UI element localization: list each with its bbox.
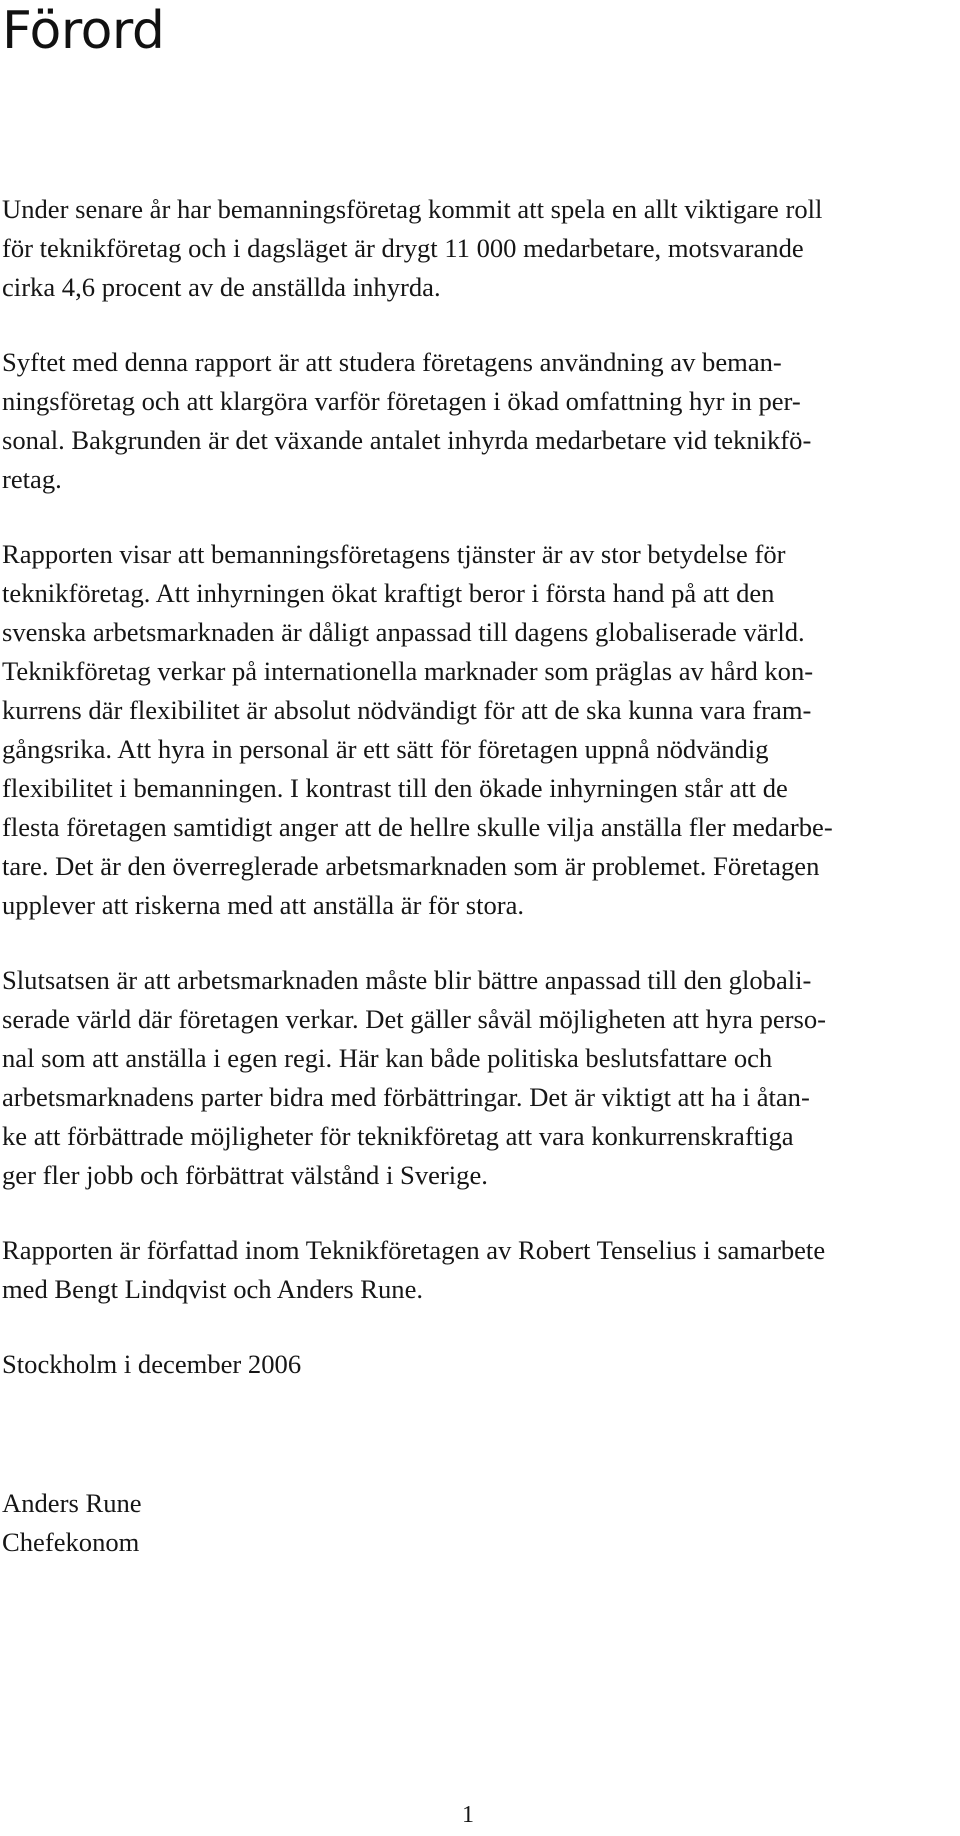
paragraph-intro	[2, 190, 957, 307]
text-line: Rapporten är författad inom Teknikföretagen av Robert Tenselius i samarbete	[2, 1235, 826, 1265]
text-line: gångsrika. Att hyra in personal är ett sätt för företagen uppnå nödvändig	[2, 734, 769, 764]
text-line: nal som att anställa i egen regi. Här kan både politiska beslutsfattare och	[2, 1043, 773, 1073]
text-line: retag.	[2, 464, 62, 494]
text-line: flesta företagen samtidigt anger att de hellre skulle vilja anställa fler medarbe-	[2, 812, 833, 842]
text-line: sonal. Bakgrunden är det växande antalet inhyrda medarbetare vid teknikfö-	[2, 425, 812, 455]
text-line: för teknikföretag och i dagsläget är drygt 11 000 medarbetare, motsvarande	[2, 233, 804, 263]
text-line: Rapporten visar att bemanningsföretagens tjänster är av stor betydelse för	[2, 539, 786, 569]
text-line: flexibilitet i bemanningen. I kontrast till den ökade inhyrningen står att de	[2, 773, 788, 803]
paragraph-conclusion	[2, 961, 957, 1195]
text-line: Under senare år har bemanningsföretag kommit att spela en allt viktigare roll	[2, 194, 823, 224]
text-line: ningsföretag och att klargöra varför företagen i ökad omfattning hyr in per-	[2, 386, 801, 416]
text-line: Teknikföretag verkar på internationella marknader som präglas av hård kon-	[2, 656, 814, 686]
text-line: ke att förbättrade möjligheter för teknikföretag att vara konkurrenskraftiga	[2, 1121, 794, 1151]
document-body	[2, 190, 957, 1562]
page-number: 1	[462, 1802, 474, 1828]
signature-name: Anders Rune	[2, 1488, 142, 1518]
text-line: svenska arbetsmarknaden är dåligt anpassad till dagens globaliserade värld.	[2, 617, 805, 647]
text-line: tare. Det är den överreglerade arbetsmarknaden som är problemet. Företagen	[2, 851, 820, 881]
paragraph-authors	[2, 1231, 957, 1309]
text-line: teknikföretag. Att inhyrningen ökat kraftigt beror i första hand på att den	[2, 578, 775, 608]
place-date: Stockholm i december 2006	[2, 1349, 302, 1379]
text-line: arbetsmarknadens parter bidra med förbättringar. Det är viktigt att ha i åtan-	[2, 1082, 810, 1112]
signature-block	[2, 1484, 957, 1562]
text-line: Syftet med denna rapport är att studera företagens användning av beman-	[2, 347, 782, 377]
text-line: kurrens där flexibilitet är absolut nödvändigt för att de ska kunna vara fram-	[2, 695, 812, 725]
text-line: cirka 4,6 procent av de anställda inhyrda.	[2, 272, 441, 302]
paragraph-findings	[2, 535, 957, 925]
paragraph-purpose	[2, 343, 957, 499]
signature-title: Chefekonom	[2, 1527, 140, 1557]
page-heading: Förord	[2, 1, 165, 61]
text-line: Slutsatsen är att arbetsmarknaden måste blir bättre anpassad till den globali-	[2, 965, 812, 995]
text-line: ger fler jobb och förbättrat välstånd i Sverige.	[2, 1160, 488, 1190]
text-line: upplever att riskerna med att anställa är för stora.	[2, 890, 525, 920]
text-line: med Bengt Lindqvist och Anders Rune.	[2, 1274, 424, 1304]
text-line: serade värld där företagen verkar. Det gäller såväl möjligheten att hyra perso-	[2, 1004, 827, 1034]
